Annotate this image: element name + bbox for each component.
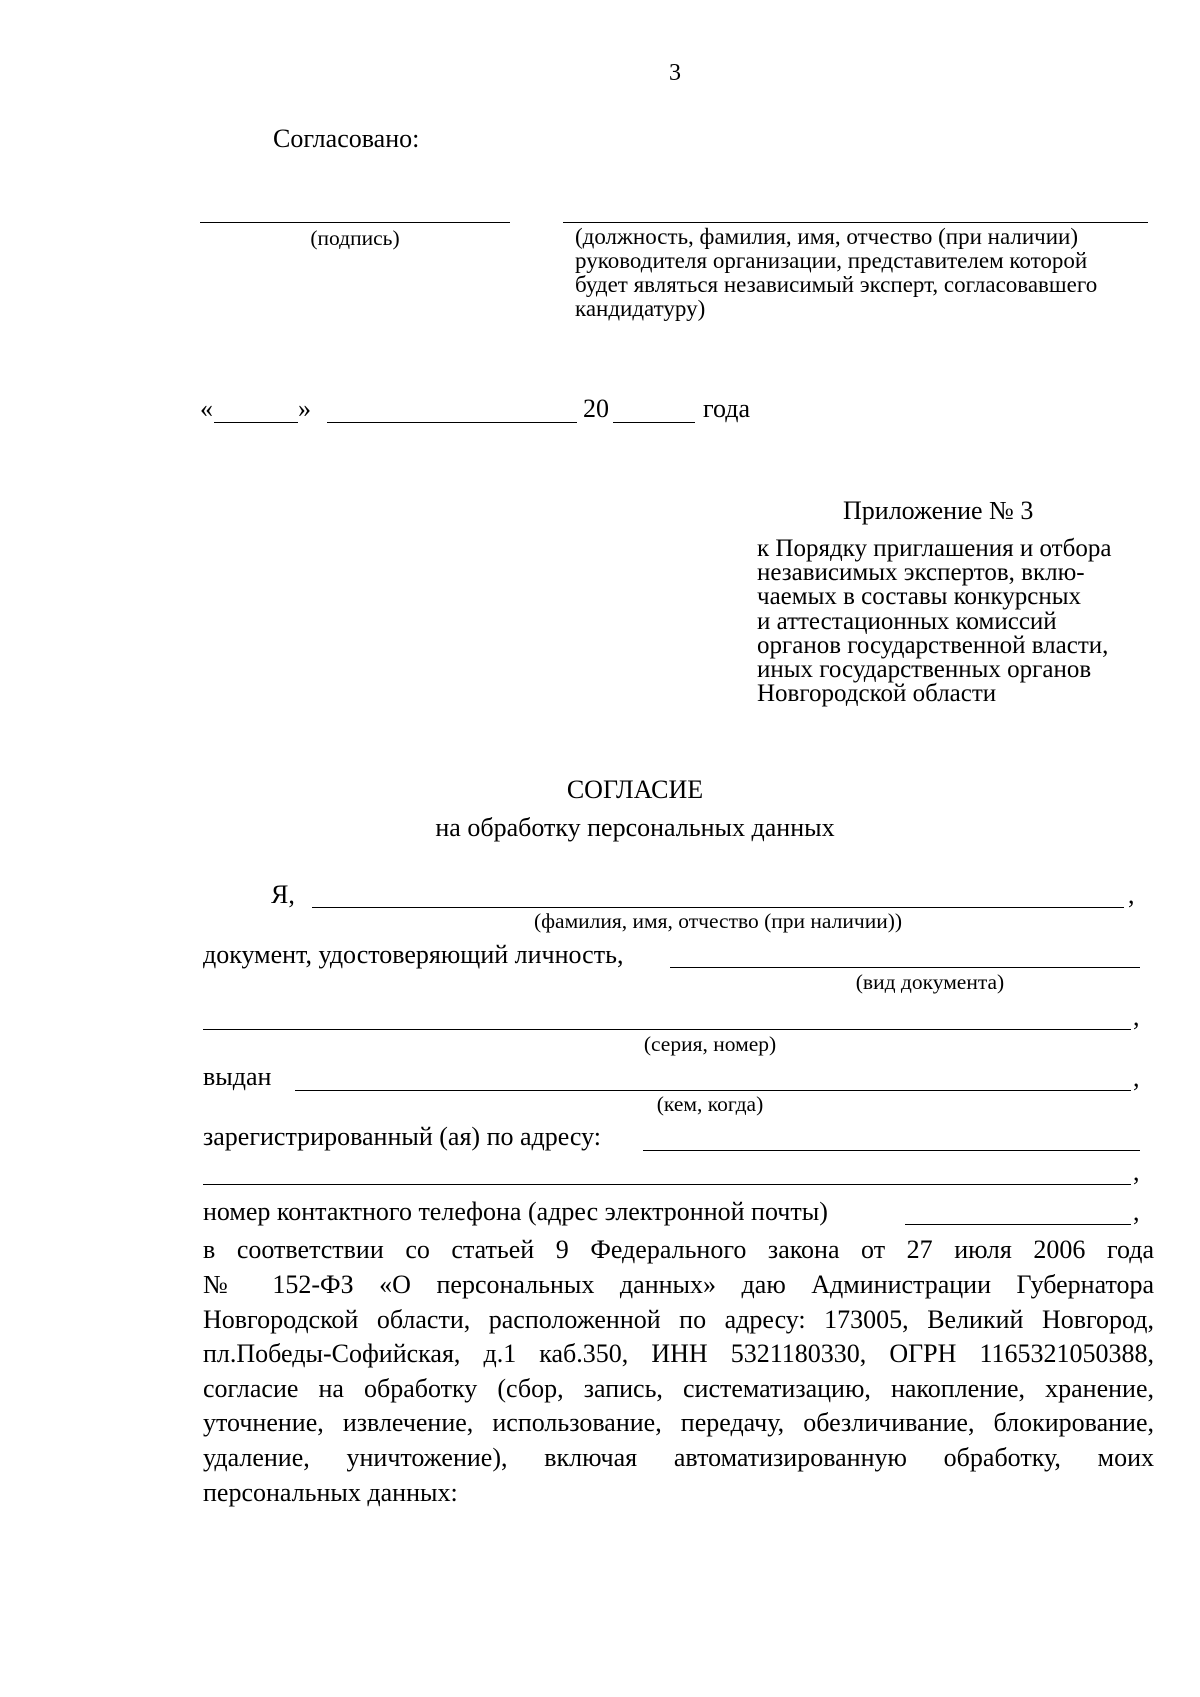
- date-day-line: [214, 422, 298, 423]
- body-line: Новгородской области, расположенной по адресу: 173005, Великий Новгород,: [203, 1305, 1154, 1334]
- appendix-line: и аттестационных комиссий: [757, 607, 1057, 635]
- date-year-word: года: [703, 394, 751, 423]
- issued-comma: ,: [1133, 1063, 1140, 1092]
- series-comma: ,: [1133, 1002, 1140, 1031]
- phone-comma: ,: [1133, 1197, 1140, 1226]
- date-month-line: [327, 422, 577, 423]
- phone-line: [905, 1224, 1131, 1225]
- date-year-line: [613, 422, 695, 423]
- appendix-line: иных государственных органов: [757, 656, 1092, 684]
- issued-caption: (кем, когда): [656, 1092, 764, 1116]
- body-line: уточнение, извлечение, использование, передачу, обезличивание, блокирование,: [203, 1408, 1154, 1437]
- date-open-quote: «: [200, 394, 213, 423]
- series-line: [203, 1029, 1131, 1030]
- position-line: [563, 222, 1148, 223]
- body-line: удаление, уничтожение), включая автоматизированную обработку, моих: [203, 1443, 1154, 1472]
- signature-line: [200, 222, 510, 223]
- body-line: персональных данных:: [203, 1478, 458, 1507]
- consent-subtitle: на обработку персональных данных: [435, 813, 835, 842]
- position-caption-line: будет являться независимый эксперт, согласовавшего: [575, 272, 1098, 297]
- appendix-line: чаемых в составы конкурсных: [757, 583, 1081, 611]
- approval-heading: Согласовано:: [273, 124, 420, 153]
- position-caption: [575, 225, 1097, 321]
- appendix-title: Приложение № 3: [843, 496, 1034, 525]
- position-caption-line: (должность, фамилия, имя, отчество (при наличии): [575, 224, 1079, 249]
- address-line-2: [203, 1184, 1131, 1185]
- body-line: № 152-ФЗ «О персональных данных» даю Администрации Губернатора: [203, 1270, 1154, 1299]
- appendix-line: независимых экспертов, вклю-: [757, 559, 1085, 587]
- position-caption-line: кандидатуру): [575, 296, 706, 321]
- consent-title: СОГЛАСИЕ: [566, 775, 704, 804]
- body-line: согласие на обработку (сбор, запись, систематизацию, накопление, хранение,: [203, 1374, 1154, 1403]
- appendix-line: Новгородской области: [757, 680, 997, 708]
- i-label: Я,: [271, 880, 295, 909]
- fio-comma: ,: [1128, 880, 1135, 909]
- body-line: пл.Победы-Софийская, д.1 каб.350, ИНН 5321180330, ОГРН 1165321050388,: [203, 1339, 1154, 1368]
- doc-label: документ, удостоверяющий личность,: [203, 940, 624, 969]
- doc-line: [670, 967, 1140, 968]
- series-caption: (серия, номер): [643, 1032, 777, 1056]
- issued-line: [295, 1090, 1131, 1091]
- issued-label: выдан: [203, 1062, 272, 1091]
- appendix-text: [757, 537, 1111, 706]
- fio-line: [312, 907, 1124, 908]
- address-label: зарегистрированный (ая) по адресу:: [203, 1122, 602, 1151]
- page-number: 3: [669, 60, 681, 86]
- fio-caption: (фамилия, имя, отчество (при наличии)): [533, 909, 903, 933]
- date-century: 20: [583, 394, 609, 423]
- position-caption-line: руководителя организации, представителем которой: [575, 248, 1088, 273]
- appendix-line: к Порядку приглашения и отбора: [757, 535, 1112, 562]
- appendix-line: органов государственной власти,: [757, 631, 1109, 659]
- address-line: [643, 1150, 1140, 1151]
- date-close-quote: »: [298, 394, 311, 423]
- body-line: в соответствии со статьей 9 Федерального закона от 27 июля 2006 года: [203, 1235, 1154, 1264]
- signature-caption: (подпись): [310, 226, 400, 250]
- phone-label: номер контактного телефона (адрес электронной почты): [203, 1197, 828, 1226]
- doc-caption: (вид документа): [855, 970, 1005, 994]
- address-comma: ,: [1133, 1157, 1140, 1186]
